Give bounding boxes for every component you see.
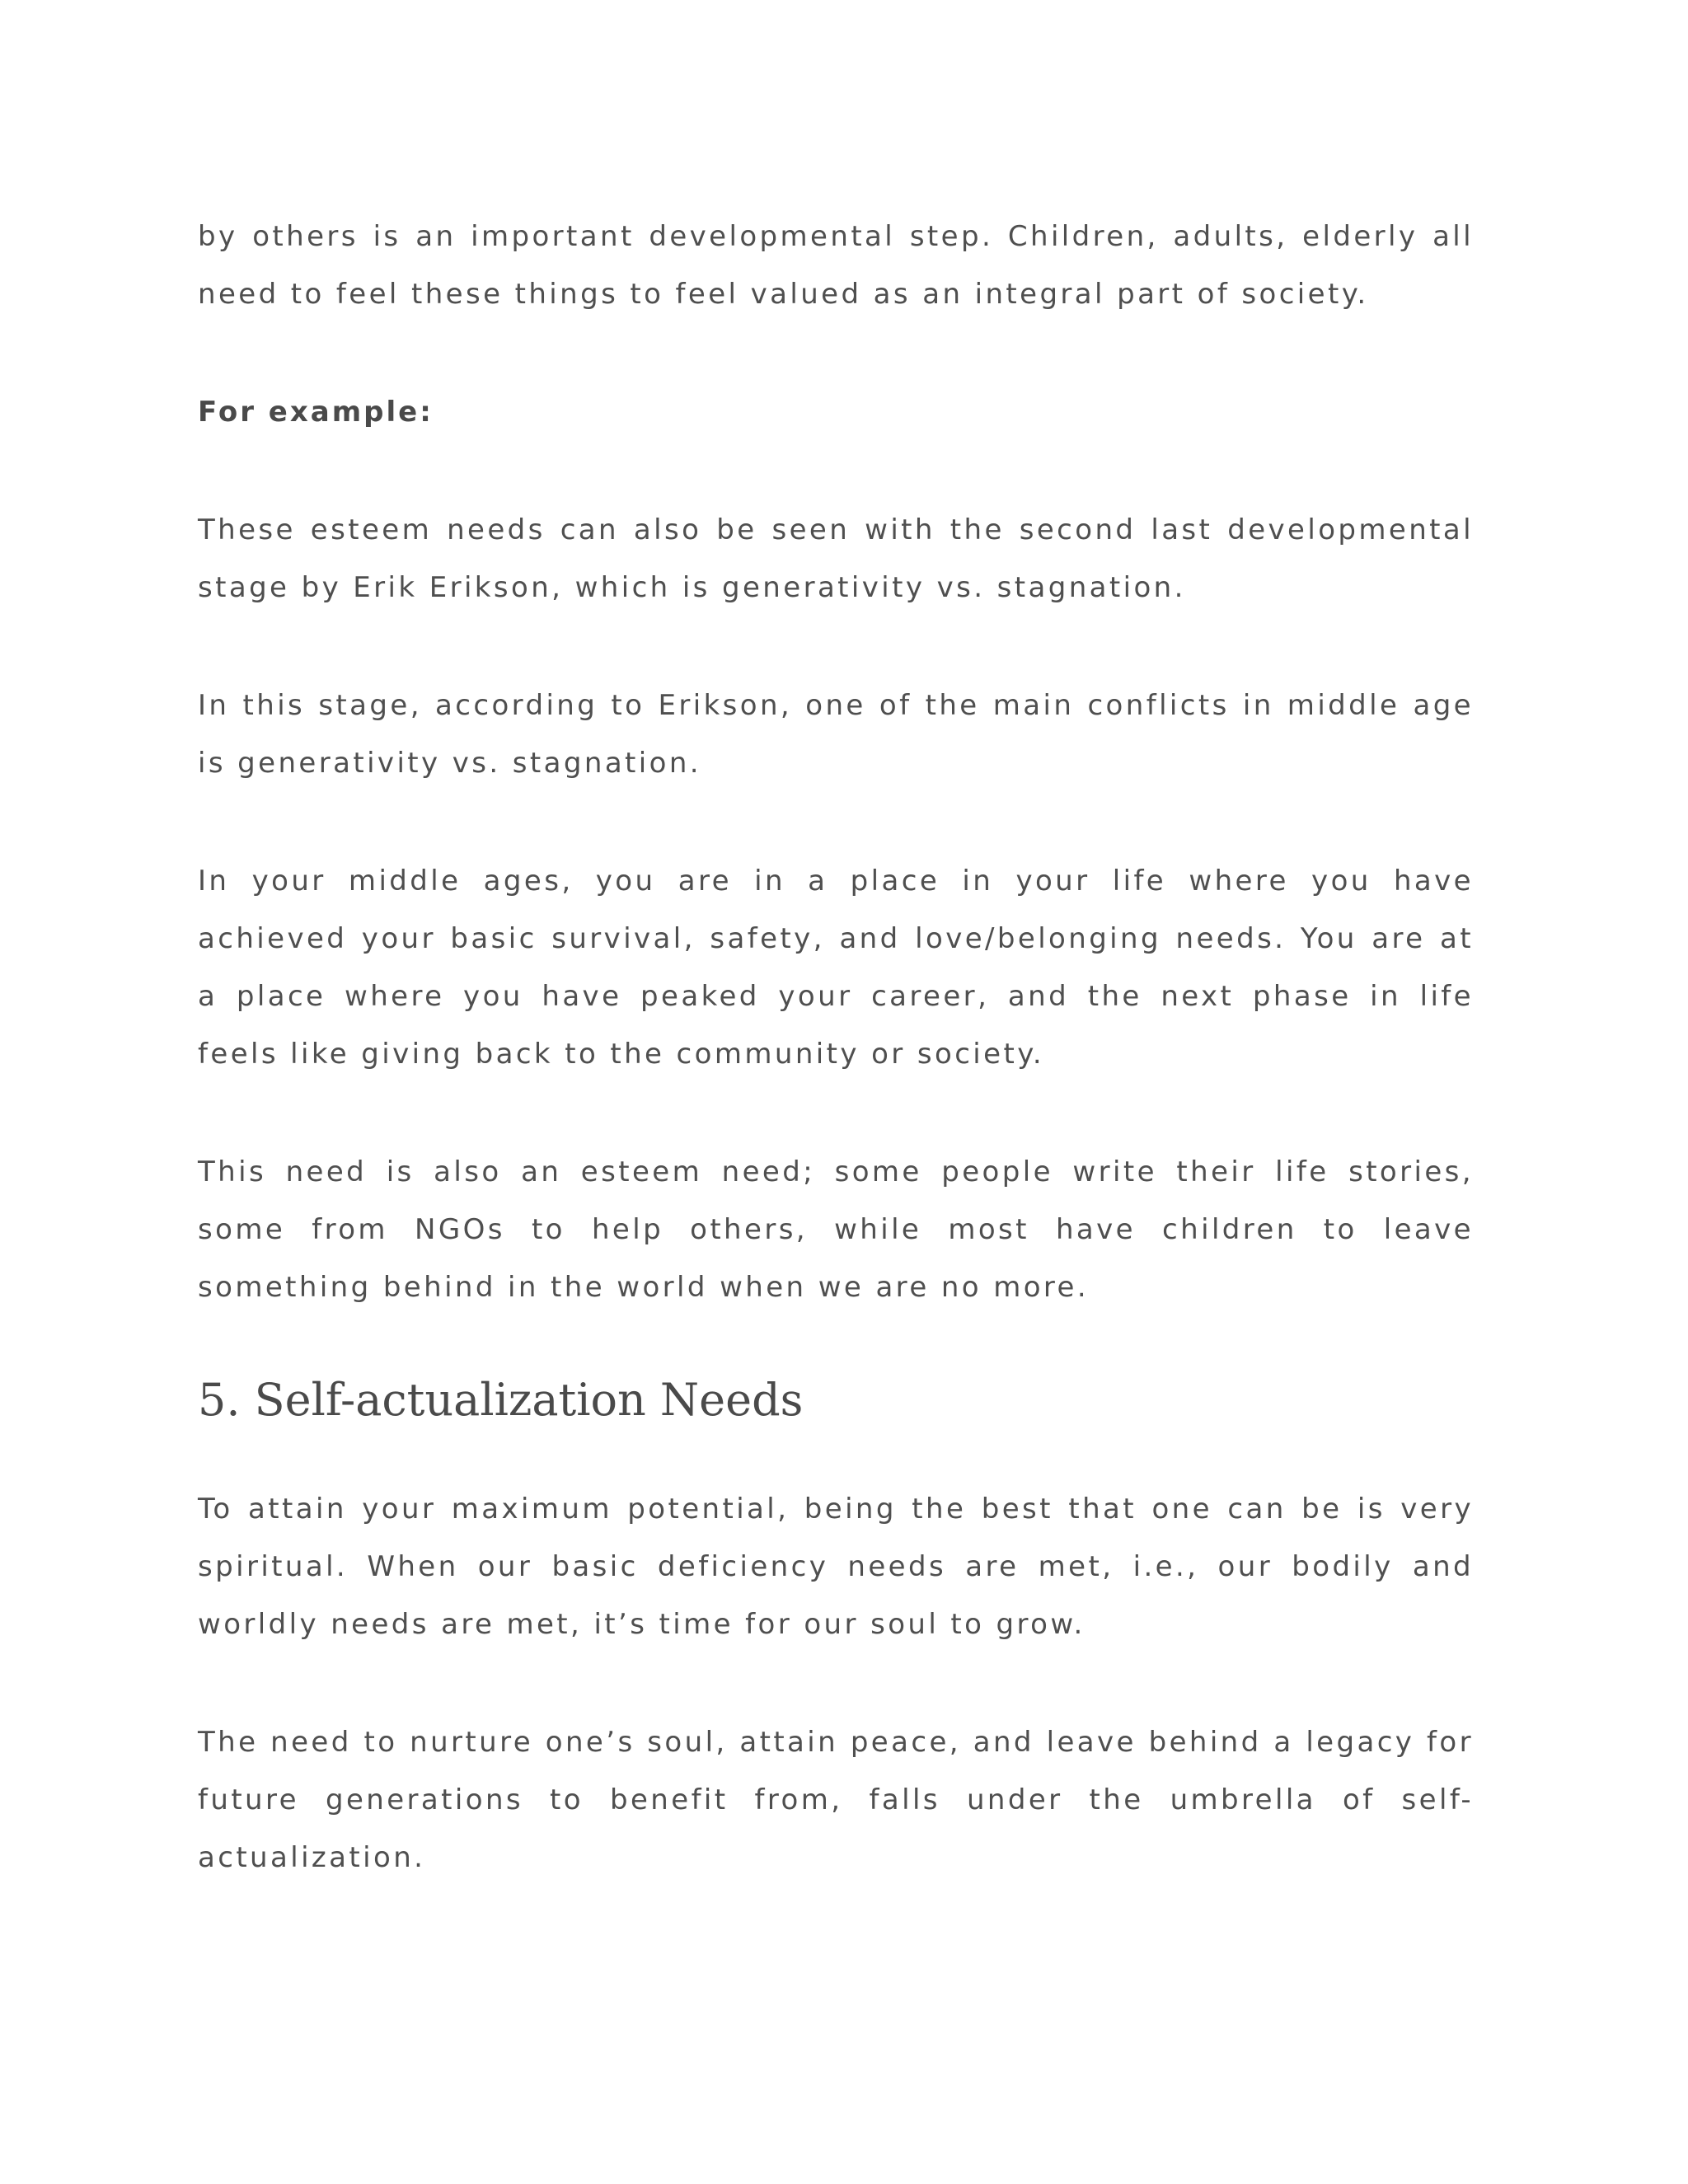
paragraph-middle-age-conflict: In this stage, according to Erikson, one of the main conflicts in middle age is generativity vs. stagnation. bbox=[198, 689, 1474, 780]
document-body bbox=[198, 208, 1474, 1947]
paragraph-esteem-intro: by others is an important developmental step. Children, adults, elderly all need to feel these things to feel valued as an integral part of society. bbox=[198, 220, 1474, 311]
paragraph-maximum-potential: To attain your maximum potential, being the best that one can be is very spiritual. When our basic deficiency needs are met, i.e., our bodily and worldly needs are met, it’s time for our soul to grow. bbox=[198, 1493, 1474, 1641]
paragraph-nurture-soul: The need to nurture one’s soul, attain peace, and leave behind a legacy for future generations to benefit from, falls under the umbrella of self-actualization. bbox=[198, 1726, 1474, 1874]
for-example-label: For example: bbox=[198, 396, 434, 429]
paragraph-erikson-stage: These esteem needs can also be seen with the second last developmental stage by Erik Erikson, which is generativity vs. stagnation. bbox=[198, 513, 1474, 604]
section-heading: 5. Self-actualization Needs bbox=[198, 1374, 804, 1426]
paragraph-middle-ages: In your middle ages, you are in a place in your life where you have achieved your basic survival, safety, and love/belonging needs. You are at a place where you have peaked your career, and the next phase in life feels like giving back to the community or society. bbox=[198, 865, 1474, 1071]
paragraph-esteem-need: This need is also an esteem need; some people write their life stories, some from NGOs to help others, while most have children to leave something behind in the world when we are no more. bbox=[198, 1155, 1474, 1304]
